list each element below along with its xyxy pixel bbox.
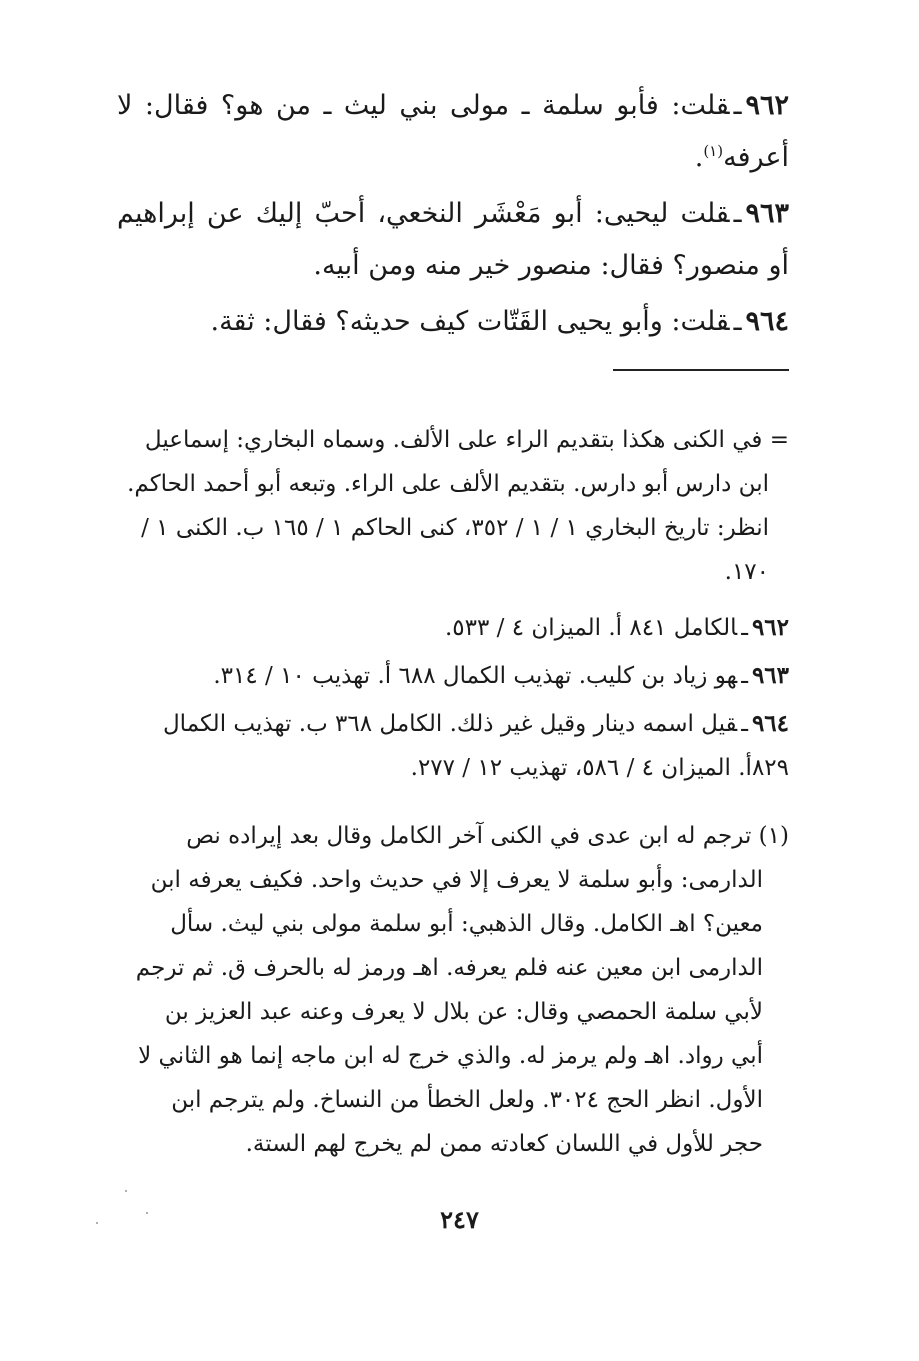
notes-section [127, 418, 789, 1170]
footnote-1 [127, 814, 789, 1166]
entry-text: قلت ليحيى: أبو مَعْشَر النخعي، أحبّ إليك عن إبراهيم أو منصور؟ فقال: منصور خير منه ومن أبيه. [117, 198, 789, 281]
paper-speck [96, 1222, 98, 1224]
note-number: ٩٦٤ [751, 710, 789, 737]
note-dash: ـ [741, 711, 748, 737]
note-text: هو زياد بن كليب. تهذيب الكمال ٦٨٨ أ. تهذيب ١٠ / ٣١٤. [213, 663, 738, 689]
entry-964 [117, 296, 789, 348]
note-number: ٩٦٣ [751, 662, 789, 689]
entry-number: ٩٦٣ [745, 198, 789, 229]
paper-speck [146, 1212, 148, 1214]
entry-dash: ـ [733, 90, 742, 121]
entry-end: . [694, 142, 704, 173]
main-text [117, 80, 789, 352]
footnote-reference[interactable]: (١) [703, 142, 724, 160]
note-962 [127, 606, 789, 650]
footnote-text: ترجم له ابن عدى في الكنى آخر الكامل وقال بعد إيراده نص الدارمى: وأبو سلمة لا يعرف إلا في حديث واحد. فكيف يعرفه ابن معين؟ اهـ الكامل. وقال الذهبي: أبو سلمة مولى بني ليث. سأل الدارمى ابن معين عنه فلم يعرفه. اهـ ورمز له بالحرف ق. ثم ترجم لأبي سلمة الحمصي وقال: عن بلال لا يعرف وعنه عبد العزيز بن أبي رواد. اهـ ولم يرمز له. والذي خرج له ابن ماجه إنما هو الثاني لا الأول. انظر الحج ٣٠٢٤. ولعل الخطأ من النساخ. ولم يترجم ابن حجر للأول في اللسان كعادته ممن لم يخرج لهم الستة. [135, 823, 763, 1157]
note-dash: ـ [741, 663, 748, 689]
entry-text: قلت: فأبو سلمة ـ مولى بني ليث ـ من هو؟ فقال: لا أعرفه [117, 90, 789, 173]
notes-divider [613, 369, 789, 371]
entry-number: ٩٦٤ [745, 306, 789, 337]
entry-dash: ـ [733, 306, 742, 337]
paper-speck [125, 1190, 127, 1192]
note-963 [127, 654, 789, 698]
footnote-marker: (١) [758, 823, 789, 849]
note-number: ٩٦٢ [751, 614, 789, 641]
entry-dash: ـ [733, 198, 742, 229]
note-964 [127, 702, 789, 790]
note-text: الكامل ٨٤١ أ. الميزان ٤ / ٥٣٣. [444, 615, 738, 641]
entry-962 [117, 80, 789, 184]
note-gap [127, 794, 789, 808]
entry-963 [117, 188, 789, 292]
note-continuation: = في الكنى هكذا بتقديم الراء على الألف. وسماه البخاري: إسماعيل ابن دارس أبو دارس. بتقديم الألف على الراء. وتبعه أبو أحمد الحاكم. انظر: تاريخ البخاري ١ / ١ / ٣٥٢، كنى الحاكم ١ / ١٦٥ ب. الكنى ١ / ١٧٠. [127, 427, 789, 585]
entry-number: ٩٦٢ [745, 90, 789, 121]
page-number: ٢٤٧ [440, 1205, 479, 1234]
entry-text: قلت: وأبو يحيى القَتّات كيف حديثه؟ فقال: ثقة. [210, 306, 730, 337]
note-text: قيل اسمه دينار وقيل غير ذلك. الكامل ٣٦٨ ب. تهذيب الكمال ٨٢٩أ. الميزان ٤ / ٥٨٦، تهذيب ١٢ / ٢٧٧. [162, 711, 789, 781]
note-dash: ـ [741, 615, 748, 641]
